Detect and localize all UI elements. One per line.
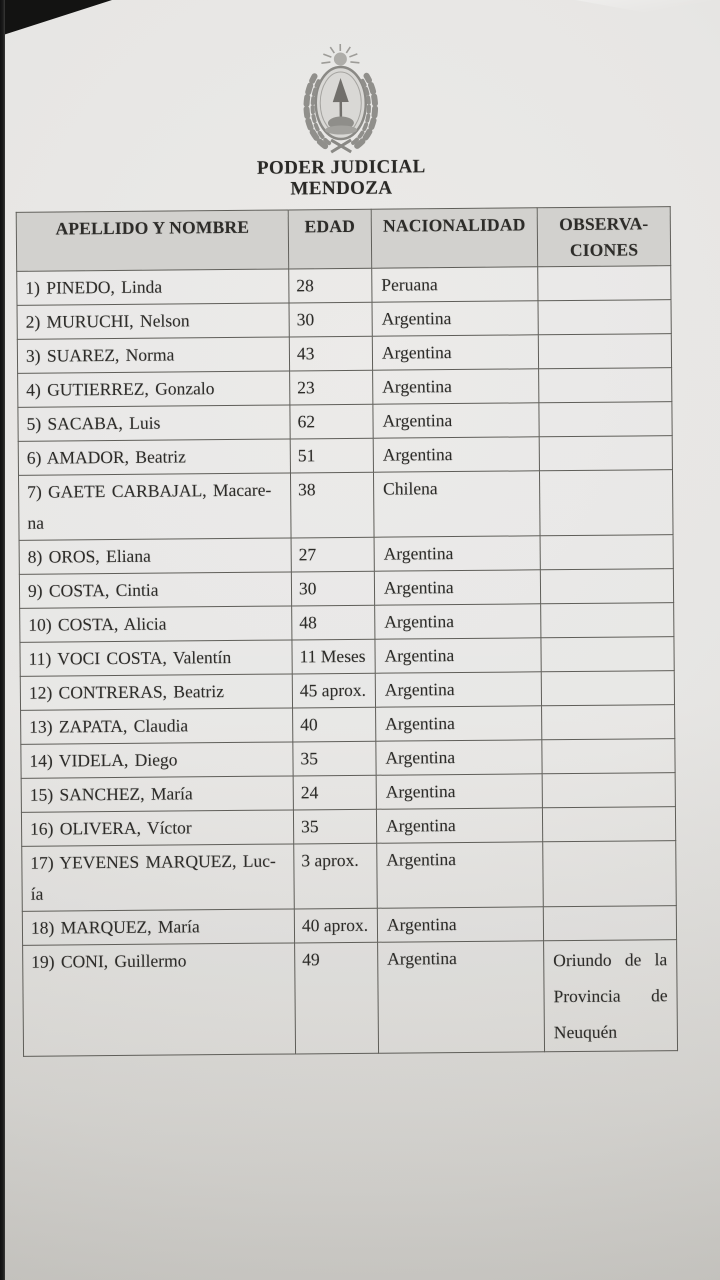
cell-edad: 3 aprox.: [294, 843, 378, 909]
cell-edad: 38: [290, 472, 374, 538]
cell-nacionalidad: Argentina: [376, 706, 542, 741]
cell-nombre: 5) SACABA, Luis: [18, 405, 290, 441]
cell-observaciones: [538, 266, 671, 301]
cell-edad: 35: [293, 741, 376, 776]
cell-nacionalidad: Argentina: [372, 335, 538, 370]
cell-edad: 23: [290, 370, 373, 405]
table-row: [19, 535, 673, 575]
cell-nacionalidad: Argentina: [375, 672, 541, 707]
col-header-observaciones: OBSERVA- CIONES: [537, 207, 671, 267]
table-row: [17, 266, 671, 306]
cell-observaciones: [543, 906, 676, 941]
cell-observaciones: [541, 637, 674, 672]
cell-observaciones: [542, 807, 675, 842]
cell-observaciones: [539, 470, 673, 536]
cell-nombre: 7) GAETE CARBAJAL, Macare- na: [18, 473, 291, 540]
cell-nacionalidad: Argentina: [376, 808, 542, 843]
table-row: [18, 470, 673, 541]
cell-nombre: 2) MURUCHI, Nelson: [17, 303, 289, 339]
org-subtitle: MENDOZA: [290, 177, 393, 200]
cell-nombre: 3) SUAREZ, Norma: [17, 337, 289, 373]
cell-edad: 11 Meses: [292, 639, 375, 674]
cell-observaciones: [538, 334, 671, 369]
cell-nacionalidad: Argentina: [376, 740, 542, 775]
cell-nacionalidad: Argentina: [375, 604, 541, 639]
table-row: [23, 940, 678, 1057]
cell-nombre: 15) SANCHEZ, María: [21, 776, 293, 812]
cell-observaciones: [542, 773, 675, 808]
table-row: [18, 436, 672, 476]
cell-edad: 28: [289, 268, 372, 303]
cell-nombre: 9) COSTA, Cintia: [19, 572, 291, 608]
cell-nombre: 12) CONTRERAS, Beatriz: [20, 674, 292, 710]
cell-nacionalidad: Argentina: [373, 369, 539, 404]
persons-table: [16, 206, 678, 1057]
col-header-apellido-y-nombre: APELLIDO Y NOMBRE: [16, 210, 289, 271]
table-row: [18, 402, 672, 442]
cell-nombre: 16) OLIVERA, Víctor: [21, 810, 293, 846]
cell-edad: 48: [292, 605, 375, 640]
cell-nombre: 4) GUTIERREZ, Gonzalo: [18, 371, 290, 407]
table-row: [20, 603, 674, 643]
cell-observaciones: [538, 300, 671, 335]
cell-observaciones: [543, 841, 677, 907]
table-row: [18, 368, 672, 408]
table-row: [21, 773, 675, 813]
org-title: PODER JUDICIAL: [256, 156, 426, 179]
cell-nacionalidad: Argentina: [373, 437, 539, 472]
cell-nombre: 14) VIDELA, Diego: [21, 742, 293, 778]
cell-nacionalidad: Chilena: [373, 471, 540, 537]
cell-nombre: 1) PINEDO, Linda: [17, 269, 289, 305]
cell-observaciones: [542, 739, 675, 774]
cell-edad: 30: [291, 571, 374, 606]
cell-nacionalidad: Argentina: [377, 907, 543, 942]
col-header-nacionalidad: NACIONALIDAD: [371, 208, 538, 268]
cell-observaciones: [539, 436, 672, 471]
cell-nacionalidad: Argentina: [374, 570, 540, 605]
cell-observaciones: [541, 671, 674, 706]
photo-left-edge: [0, 0, 5, 1280]
cell-edad: 40: [293, 707, 376, 742]
table-row: [22, 841, 677, 912]
cell-observaciones: [542, 705, 675, 740]
cell-nacionalidad: Argentina: [372, 301, 538, 336]
cell-nacionalidad: Peruana: [372, 267, 538, 302]
cell-nacionalidad: Argentina: [374, 536, 540, 571]
table-row: [21, 739, 675, 779]
table-body: [17, 266, 678, 1057]
table-row: [20, 671, 674, 711]
cell-nombre: 11) VOCI COSTA, Valentín: [20, 640, 292, 676]
cell-nombre: 18) MARQUEZ, María: [22, 909, 294, 945]
cell-nombre: 19) CONI, Guillermo: [23, 943, 296, 1056]
cell-nombre: 8) OROS, Eliana: [19, 538, 291, 574]
cell-observaciones: [540, 535, 673, 570]
table-row: [19, 569, 673, 609]
cell-nacionalidad: Argentina: [375, 638, 541, 673]
cell-nacionalidad: Argentina: [378, 941, 545, 1053]
cell-edad: 51: [290, 438, 373, 473]
cell-edad: 62: [290, 404, 373, 439]
cell-edad: 49: [295, 942, 379, 1054]
cell-nacionalidad: Argentina: [373, 403, 539, 438]
cell-nombre: 6) AMADOR, Beatriz: [18, 439, 290, 475]
cell-edad: 43: [289, 336, 372, 371]
cell-nacionalidad: Argentina: [377, 842, 544, 908]
cell-edad: 27: [291, 537, 374, 572]
cell-edad: 35: [293, 809, 376, 844]
table-row: [17, 334, 671, 374]
cell-nombre: 10) COSTA, Alicia: [20, 606, 292, 642]
cell-observaciones: Oriundo de la Provincia de Neuquén: [544, 940, 678, 1052]
cell-observaciones: [541, 603, 674, 638]
cell-nacionalidad: Argentina: [376, 774, 542, 809]
cell-observaciones: [540, 569, 673, 604]
table-header-row: [16, 207, 670, 272]
cell-edad: 30: [289, 302, 372, 337]
col-header-edad: EDAD: [288, 209, 372, 269]
cell-edad: 40 aprox.: [294, 908, 377, 943]
document-page: [4, 0, 685, 1057]
table-row: [21, 705, 675, 745]
cell-nombre: 17) YEVENES MARQUEZ, Luc- ía: [22, 844, 295, 911]
table-row: [20, 637, 674, 677]
coat-of-arms-icon: [292, 42, 389, 155]
cell-edad: 24: [293, 775, 376, 810]
table-row: [17, 300, 671, 340]
table-row: [22, 906, 676, 946]
cell-observaciones: [539, 402, 672, 437]
table-row: [21, 807, 675, 847]
cell-edad: 45 aprox.: [292, 673, 375, 708]
cell-nombre: 13) ZAPATA, Claudia: [21, 708, 293, 744]
cell-observaciones: [539, 368, 672, 403]
org-title-block: [5, 154, 677, 202]
